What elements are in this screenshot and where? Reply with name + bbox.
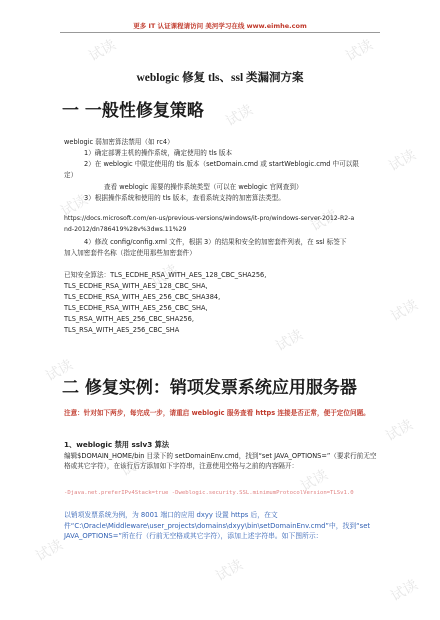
document-title: weblogic 修复 tls、ssl 类漏洞方案 — [136, 72, 304, 84]
watermark: 试读 — [213, 556, 246, 585]
example-paragraph: 以销项发票系统为例，为 8001 端口的应用 dxyy 设置 https 后，在文件“C:\Oracle\Middleware\user_projects\domains\dxyy\bin\setDomainEnv.cmd”中，找到“set JAVA_OPTIONS=”所在行（行前无空格或其它字符），添加上述字符串。如下图所示： — [64, 511, 371, 540]
step-3: 3）根据操作系统和使用的 tls 版本，查看系统支持的加密算法类型。 — [84, 194, 285, 202]
step-2-note: 查看 weblogic 需要的操作系统类型（可以在 weblogic 官网查到） — [104, 183, 303, 191]
reference-url-line-2: nd-2012/dn786419%28v%3dws.11%29 — [64, 226, 187, 233]
section-heading-example: 二 修复实例：销项发票系统应用服务器 — [62, 378, 357, 398]
watermark: 试读 — [118, 451, 151, 480]
watermark: 试读 — [343, 36, 376, 65]
watermark: 试读 — [298, 466, 331, 495]
watermark: 试读 — [386, 146, 419, 175]
watermark: 试读 — [223, 101, 256, 130]
algo-item: TLS_RSA_WITH_AES_256_CBC_SHA256, — [64, 315, 194, 323]
watermark: 试读 — [308, 206, 341, 235]
step-1: 1）确定部署主机的操作系统，确定使用的 tls 版本 — [84, 149, 233, 157]
algo-item: TLS_ECDHE_RSA_WITH_AES_128_CBC_SHA, — [64, 282, 208, 290]
step-2-cont: 定） — [64, 171, 78, 179]
intro-text: weblogic 弱加密算法禁用（如 rc4） — [64, 138, 174, 146]
algo-item: TLS_ECDHE_RSA_WITH_AES_256_CBC_SHA384, — [64, 293, 221, 301]
algo-intro: 已知安全算法：TLS_ECDHE_RSA_WITH_AES_128_CBC_SHA256, — [64, 271, 267, 279]
algo-item: TLS_RSA_WITH_AES_256_CBC_SHA — [64, 326, 180, 334]
step-4: 4）修改 config/config.xml 文件，根据 3）的结果和安全的加密套件列表，在 ssl 标签下 — [84, 238, 347, 246]
watermark: 试读 — [383, 416, 416, 445]
step-4-cont: 加入加密套件名称（指定使用那些加密套件） — [64, 249, 196, 257]
watermark: 试读 — [43, 356, 76, 385]
header-divider — [60, 32, 380, 33]
watermark: 试读 — [33, 536, 66, 565]
jvm-option-code: -Djava.net.preferIPv4Stack=true -Dweblogic.security.SSL.minimumProtocolVersion=TLSv1.0 — [64, 490, 354, 496]
notice-text: 注意：针对如下两步，每完成一步，请重启 weblogic 服务查看 https 连接是否正常，便于定位问题。 — [64, 409, 370, 417]
instruction-paragraph: 编辑$DOMAIN_HOME/bin 目录下的 setDomainEnv.cmd，找到“set JAVA_OPTIONS=”（要求行前无空格或其它字符），在该行后方添加如下字符串，注意使用空格与之前的内容隔开： — [64, 452, 377, 470]
reference-url-line-1: https://docs.microsoft.com/en-us/previous-versions/windows/it-pro/windows-server-2012-R2-a — [64, 215, 355, 222]
watermark: 试读 — [86, 36, 119, 65]
watermark: 试读 — [273, 326, 306, 355]
subsection-heading: 1、weblogic 禁用 sslv3 算法 — [64, 440, 170, 449]
step-2: 2）在 weblogic 中限定使用的 tls 版本（setDomain.cmd 或 startWeblogic.cmd 中可以限 — [84, 160, 359, 168]
watermark: 试读 — [58, 191, 91, 220]
watermark: 试读 — [388, 576, 421, 605]
algo-item: TLS_ECDHE_RSA_WITH_AES_256_CBC_SHA, — [64, 304, 208, 312]
watermark: 试读 — [388, 296, 421, 325]
page-header: 更多 IT 认证课程请访问 美河学习在线 www.eimhe.com — [133, 22, 307, 30]
watermark: 试读 — [148, 261, 181, 290]
section-heading-general: 一 一般性修复策略 — [62, 101, 204, 121]
